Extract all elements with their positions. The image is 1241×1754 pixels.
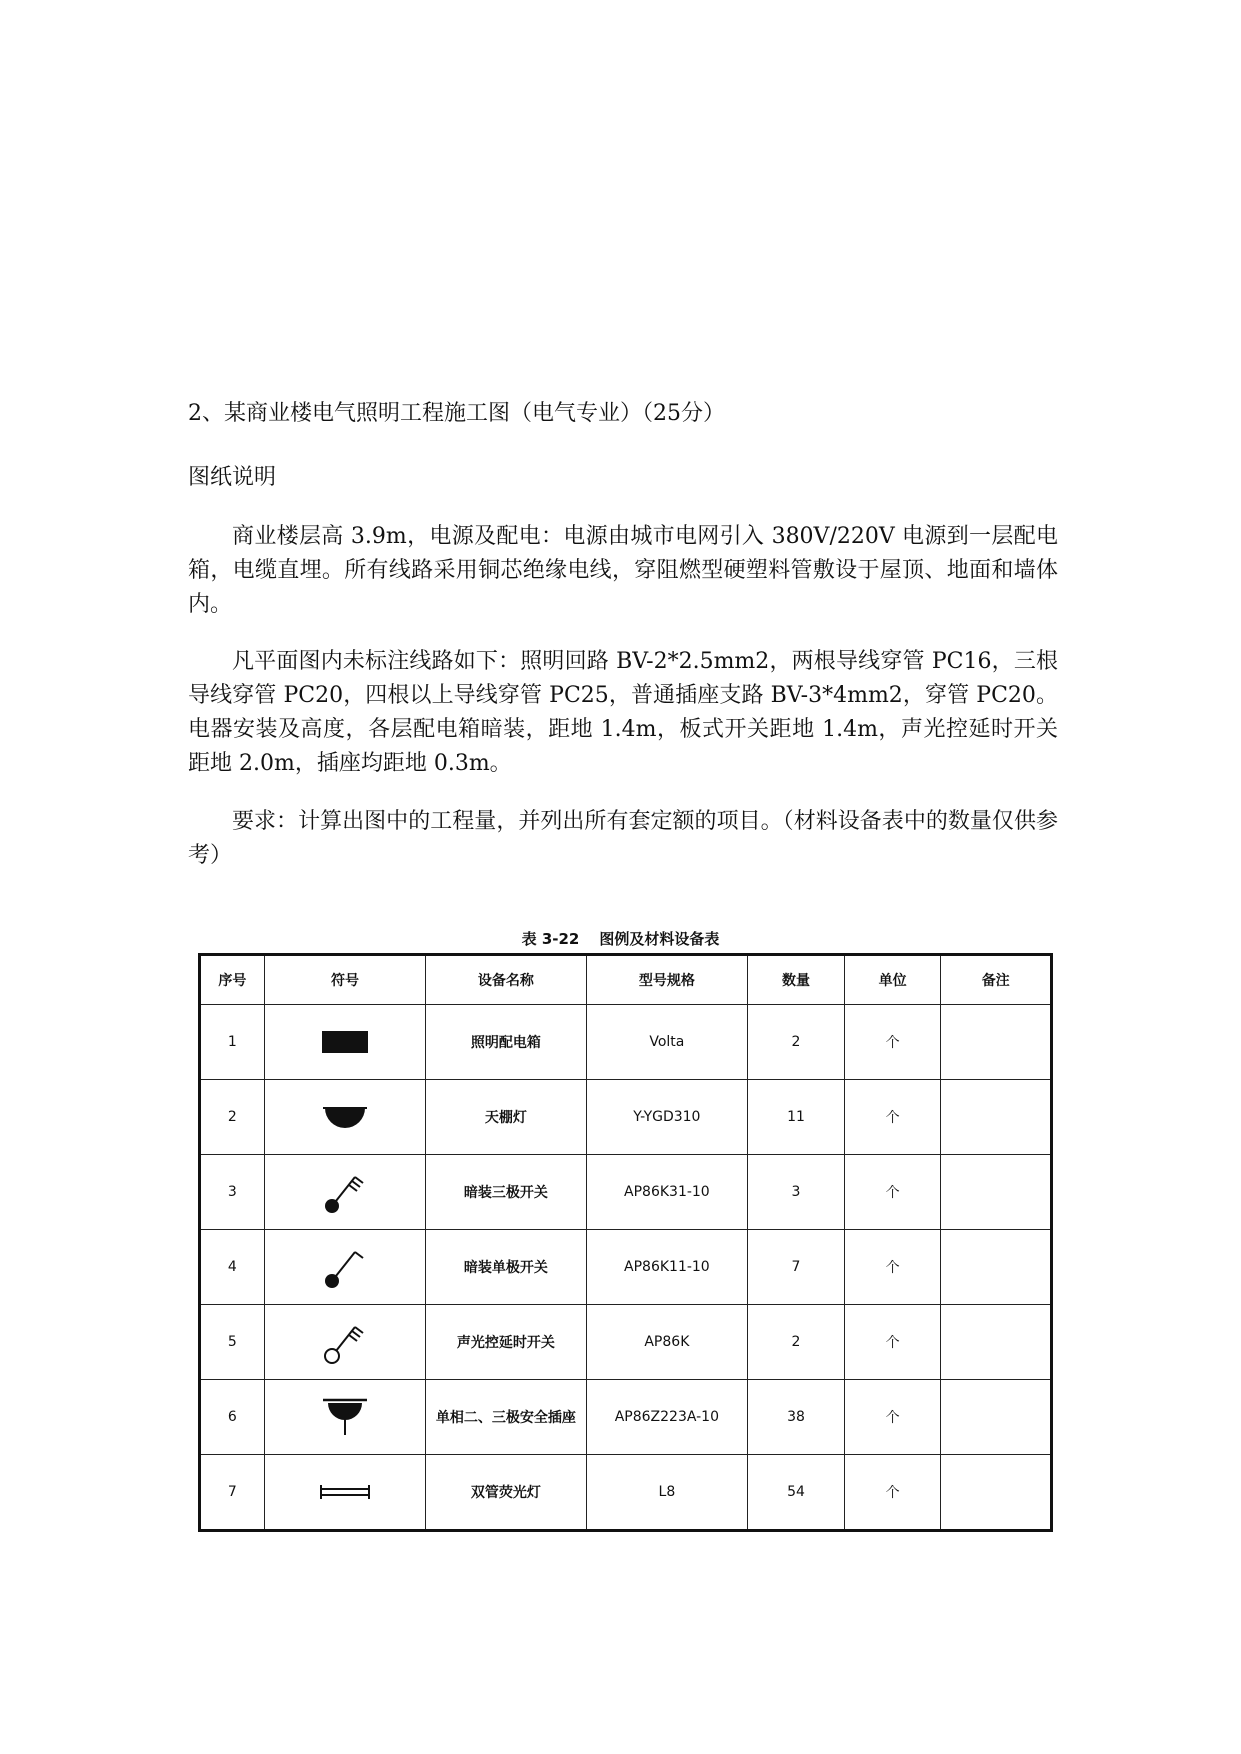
cell-model: L8 (586, 1455, 748, 1531)
cell-quantity: 2 (748, 1305, 845, 1380)
header-quantity: 数量 (748, 955, 845, 1005)
cell-no: 7 (200, 1455, 265, 1531)
header-device-name: 设备名称 (426, 955, 586, 1005)
header-remark: 备注 (941, 955, 1052, 1005)
paragraph-wiring (188, 645, 1058, 781)
paragraph-power-supply (188, 520, 1058, 622)
paragraph-text: 凡平面图内未标注线路如下：照明回路 BV-2*2.5mm2，两根导线穿管 PC16，三根导线穿管 PC20，四根以上导线穿管 PC25，普通插座支路 BV-3*4mm2，穿管 PC20。电器安装及高度，各层配电箱暗装，距地 1.4m，板式开关距地 1.4m，声光控延时开关距地 2.0m，插座均距地 0.3m。 (188, 649, 1058, 776)
cell-device-name: 照明配电箱 (426, 1005, 586, 1080)
header-unit: 单位 (844, 955, 941, 1005)
table-number: 表 3-22 (521, 930, 580, 948)
cell-remark (941, 1380, 1052, 1455)
cell-unit: 个 (844, 1005, 941, 1080)
cell-unit: 个 (844, 1380, 941, 1455)
cell-device-name: 暗装单极开关 (426, 1230, 586, 1305)
cell-remark (941, 1005, 1052, 1080)
cell-no: 4 (200, 1230, 265, 1305)
paragraph-text: 要求：计算出图中的工程量，并列出所有套定额的项目。（材料设备表中的数量仅供参考） (188, 809, 1058, 868)
table-row (200, 1380, 1052, 1455)
cell-symbol (264, 1455, 425, 1531)
table-row (200, 1155, 1052, 1230)
double-fluorescent-lamp-icon (318, 1482, 372, 1502)
cell-model: AP86K11-10 (586, 1230, 748, 1305)
cell-device-name: 天棚灯 (426, 1080, 586, 1155)
cell-device-name: 声光控延时开关 (426, 1305, 586, 1380)
cell-symbol (264, 1380, 425, 1455)
cell-unit: 个 (844, 1080, 941, 1155)
cell-quantity: 11 (748, 1080, 845, 1155)
drawing-notes-title: 图纸说明 (188, 465, 277, 490)
cell-symbol (264, 1155, 425, 1230)
cell-unit: 个 (844, 1455, 941, 1531)
table-caption (0, 928, 1241, 949)
cell-device-name: 双管荧光灯 (426, 1455, 586, 1531)
section-heading: 2、某商业楼电气照明工程施工图（电气专业）（25分） (188, 401, 725, 426)
cell-no: 5 (200, 1305, 265, 1380)
header-model: 型号规格 (586, 955, 748, 1005)
cell-model: AP86Z223A-10 (586, 1380, 748, 1455)
table-title: 图例及材料设备表 (599, 930, 720, 948)
cell-device-name: 单相二、三极安全插座 (426, 1380, 586, 1455)
cell-symbol (264, 1005, 425, 1080)
cell-no: 6 (200, 1380, 265, 1455)
table-row (200, 1455, 1052, 1531)
cell-symbol (264, 1305, 425, 1380)
table-row (200, 1005, 1052, 1080)
table-row (200, 1305, 1052, 1380)
cell-remark (941, 1230, 1052, 1305)
cell-unit: 个 (844, 1155, 941, 1230)
table-row (200, 1230, 1052, 1305)
three-pole-switch-icon (323, 1169, 367, 1215)
cell-device-name: 暗装三极开关 (426, 1155, 586, 1230)
cell-quantity: 2 (748, 1005, 845, 1080)
cell-remark (941, 1155, 1052, 1230)
paragraph-requirement (188, 805, 1058, 873)
equipment-table (198, 953, 1053, 1532)
sound-light-delay-switch-icon (323, 1319, 367, 1365)
ceiling-lamp-icon (320, 1102, 370, 1132)
cell-no: 1 (200, 1005, 265, 1080)
cell-quantity: 38 (748, 1380, 845, 1455)
cell-model: AP86K (586, 1305, 748, 1380)
cell-symbol (264, 1080, 425, 1155)
cell-model: Volta (586, 1005, 748, 1080)
cell-quantity: 7 (748, 1230, 845, 1305)
distribution-box-icon (320, 1028, 370, 1056)
single-pole-switch-icon (323, 1244, 367, 1290)
cell-quantity: 3 (748, 1155, 845, 1230)
paragraph-text: 商业楼层高 3.9m，电源及配电：电源由城市电网引入 380V/220V 电源到一层配电箱，电缆直埋。所有线路采用铜芯绝缘电线，穿阻燃型硬塑料管敷设于屋顶、地面和墙体内。 (188, 524, 1058, 617)
cell-remark (941, 1305, 1052, 1380)
cell-symbol (264, 1230, 425, 1305)
cell-unit: 个 (844, 1230, 941, 1305)
cell-remark (941, 1455, 1052, 1531)
header-no: 序号 (200, 955, 265, 1005)
table-row (200, 1080, 1052, 1155)
safety-socket-icon (320, 1395, 370, 1439)
cell-remark (941, 1080, 1052, 1155)
cell-model: Y-YGD310 (586, 1080, 748, 1155)
cell-no: 2 (200, 1080, 265, 1155)
cell-model: AP86K31-10 (586, 1155, 748, 1230)
cell-no: 3 (200, 1155, 265, 1230)
cell-quantity: 54 (748, 1455, 845, 1531)
table-header-row (200, 955, 1052, 1005)
header-symbol: 符号 (264, 955, 425, 1005)
cell-unit: 个 (844, 1305, 941, 1380)
